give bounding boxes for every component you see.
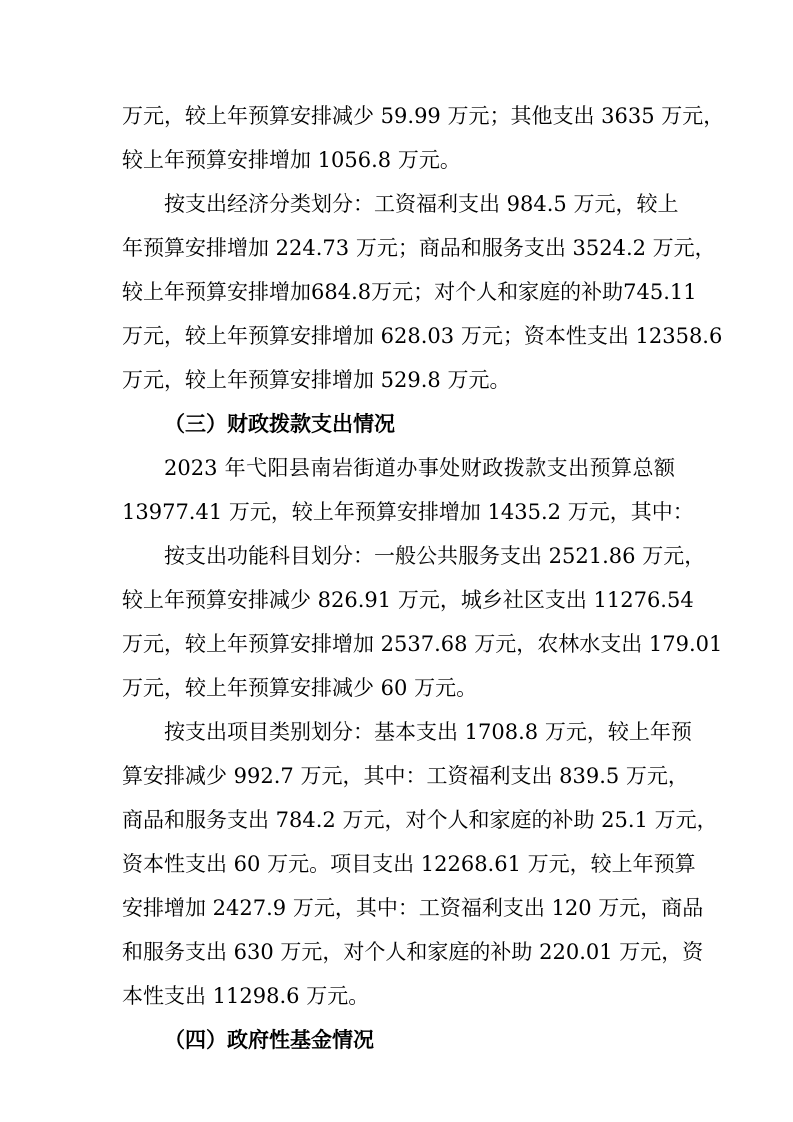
body-text-line: 万元，较上年预算安排增加 2537.68 万元，农林水支出 179.01 bbox=[122, 632, 723, 656]
body-text-line: 万元，较上年预算安排减少 59.99 万元；其他支出 3635 万元， bbox=[122, 104, 725, 128]
body-text-line: 按支出经济分类划分：工资福利支出 984.5 万元，较上 bbox=[164, 192, 679, 216]
body-text-line: 较上年预算安排减少 826.91 万元，城乡社区支出 11276.54 bbox=[122, 588, 694, 612]
body-text-line: 13977.41 万元，较上年预算安排增加 1435.2 万元，其中： bbox=[122, 500, 694, 524]
body-text-line: 较上年预算安排增加 1056.8 万元。 bbox=[122, 148, 461, 172]
body-text-line: 按支出功能科目划分：一般公共服务支出 2521.86 万元， bbox=[164, 544, 706, 568]
body-text-line: 算安排减少 992.7 万元，其中：工资福利支出 839.5 万元， bbox=[122, 764, 689, 788]
body-text-line: 本性支出 11298.6 万元。 bbox=[122, 984, 370, 1008]
section-heading-3: （三）财政拨款支出情况 bbox=[164, 412, 395, 436]
body-text-line: 万元，较上年预算安排增加 628.03 万元；资本性支出 12358.6 bbox=[122, 324, 723, 348]
body-text-line: 较上年预算安排增加684.8万元；对个人和家庭的补助745.11 bbox=[122, 280, 697, 304]
body-text-line: 按支出项目类别划分：基本支出 1708.8 万元，较上年预 bbox=[164, 720, 692, 744]
body-text-line: 2023 年弋阳县南岩街道办事处财政拨款支出预算总额 bbox=[164, 456, 675, 480]
section-heading-4: （四）政府性基金情况 bbox=[164, 1028, 374, 1052]
body-text-line: 和服务支出 630 万元，对个人和家庭的补助 220.01 万元，资 bbox=[122, 940, 704, 964]
body-text-line: 商品和服务支出 784.2 万元，对个人和家庭的补助 25.1 万元， bbox=[122, 808, 718, 832]
body-text-line: 年预算安排增加 224.73 万元；商品和服务支出 3524.2 万元， bbox=[122, 236, 716, 260]
body-text-line: 万元，较上年预算安排增加 529.8 万元。 bbox=[122, 368, 511, 392]
body-text-line: 资本性支出 60 万元。项目支出 12268.61 万元，较上年预算 bbox=[122, 852, 696, 876]
body-text-line: 万元，较上年预算安排减少 60 万元。 bbox=[122, 676, 478, 700]
body-text-line: 安排增加 2427.9 万元，其中：工资福利支出 120 万元，商品 bbox=[122, 896, 704, 920]
